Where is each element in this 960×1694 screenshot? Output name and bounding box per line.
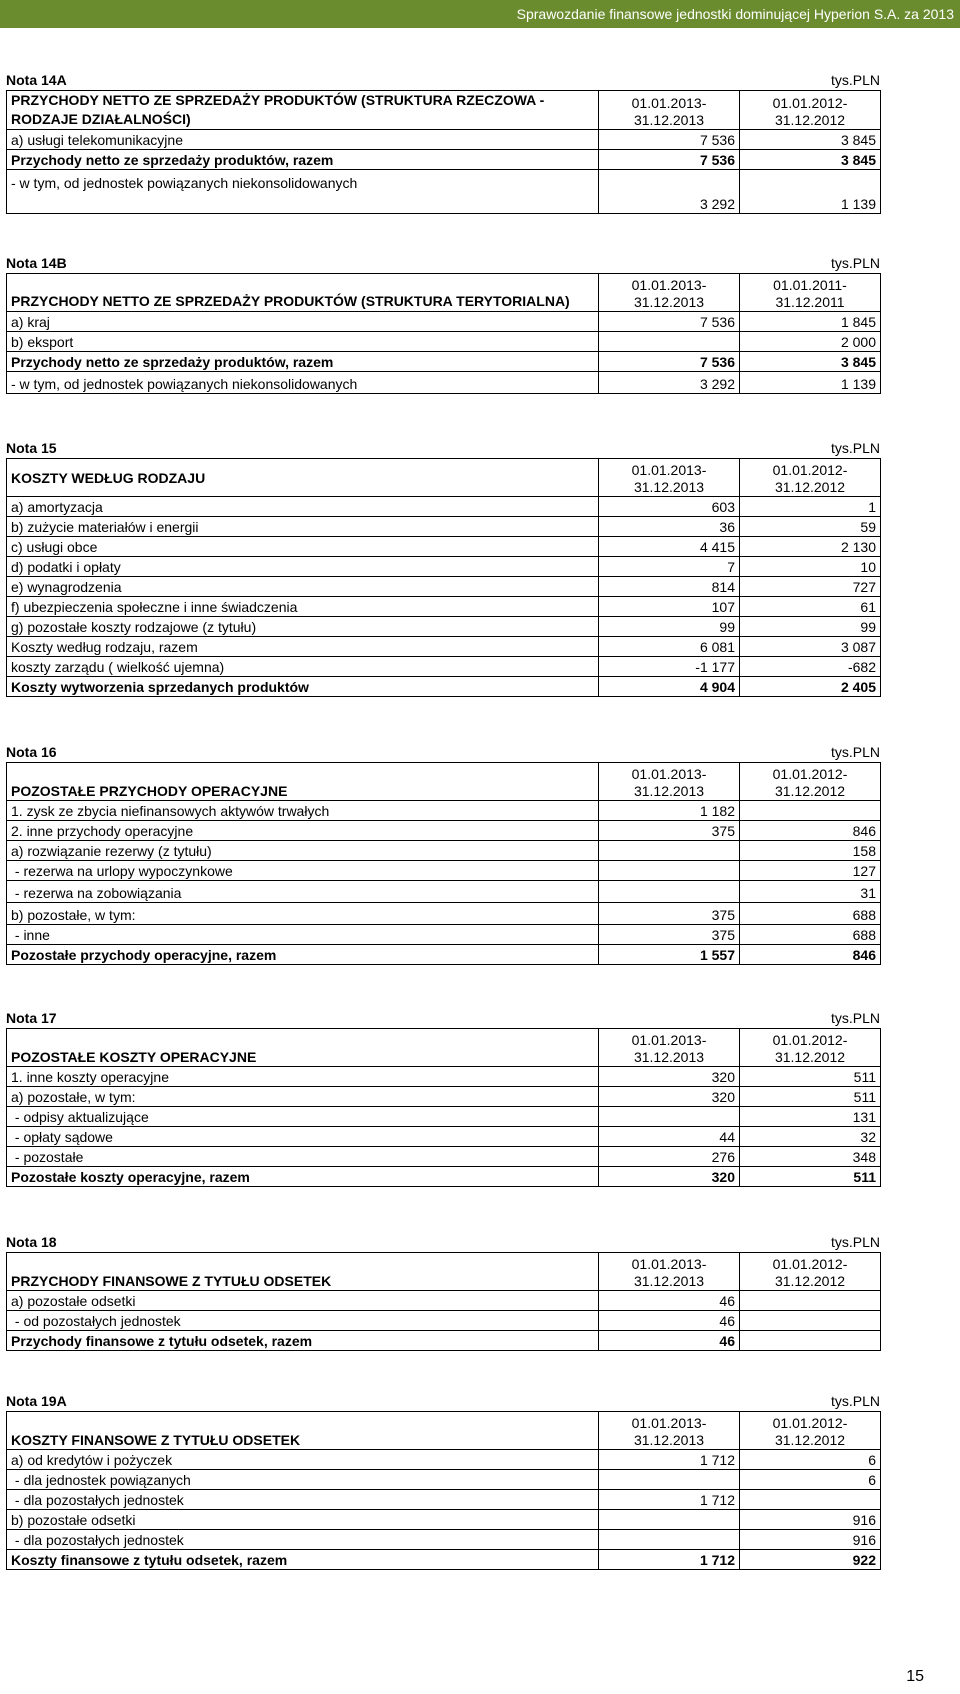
row-label: Przychody netto ze sprzedaży produktów, razem	[7, 352, 599, 372]
table-row	[7, 925, 881, 945]
value-current: 1 182	[599, 801, 740, 821]
table-row	[7, 557, 881, 577]
table-heading: KOSZTY FINANSOWE Z TYTUŁU ODSETEK	[7, 1412, 599, 1450]
note-title: Nota 16	[6, 744, 57, 760]
value-previous: 688	[740, 903, 881, 925]
row-label: a) od kredytów i pożyczek	[7, 1450, 599, 1470]
value-current: 814	[599, 577, 740, 597]
table-row	[7, 1470, 881, 1490]
period-previous: 01.01.2012- 31.12.2012	[740, 1253, 881, 1291]
value-current: 7 536	[599, 352, 740, 372]
note-title: Nota 14A	[6, 72, 67, 88]
note-table	[6, 458, 881, 697]
value-current: 3 292	[599, 372, 740, 394]
row-label: a) rozwiązanie rezerwy (z tytułu)	[7, 841, 599, 861]
value-current: 4 904	[599, 677, 740, 697]
row-label: - inne	[7, 925, 599, 945]
value-current: 46	[599, 1311, 740, 1331]
value-previous: 1	[740, 497, 881, 517]
table-header-row	[7, 459, 881, 497]
row-label: 2. inne przychody operacyjne	[7, 821, 599, 841]
period-previous: 01.01.2012- 31.12.2012	[740, 1029, 881, 1067]
row-label: g) pozostałe koszty rodzajowe (z tytułu)	[7, 617, 599, 637]
row-label: e) wynagrodzenia	[7, 577, 599, 597]
row-label: Przychody finansowe z tytułu odsetek, razem	[7, 1331, 599, 1351]
row-label: f) ubezpieczenia społeczne i inne świadczenia	[7, 597, 599, 617]
row-label: - pozostałe	[7, 1147, 599, 1167]
row-label: c) usługi obce	[7, 537, 599, 557]
value-previous: 916	[740, 1530, 881, 1550]
row-label: d) podatki i opłaty	[7, 557, 599, 577]
unit-label: tys.PLN	[830, 255, 880, 271]
value-previous: 846	[740, 945, 881, 965]
value-previous: 61	[740, 597, 881, 617]
note-title: Nota 15	[6, 440, 57, 456]
value-previous: 3 845	[740, 130, 881, 150]
note-17	[6, 1008, 880, 1187]
row-label: - dla jednostek powiązanych	[7, 1470, 599, 1490]
table-row	[7, 517, 881, 537]
period-current: 01.01.2013- 31.12.2013	[599, 1412, 740, 1450]
row-label: - opłaty sądowe	[7, 1127, 599, 1147]
value-previous: 846	[740, 821, 881, 841]
table-row	[7, 1127, 881, 1147]
value-current: 603	[599, 497, 740, 517]
value-previous: 348	[740, 1147, 881, 1167]
row-label: Koszty finansowe z tytułu odsetek, razem	[7, 1550, 599, 1570]
table-header-row	[7, 1253, 881, 1291]
row-label: b) zużycie materiałów i energii	[7, 517, 599, 537]
value-previous: 59	[740, 517, 881, 537]
table-row	[7, 150, 881, 170]
page-number: 15	[906, 1668, 924, 1685]
table-header-row	[7, 763, 881, 801]
table-row	[7, 1107, 881, 1127]
value-current	[599, 1107, 740, 1127]
row-label: b) eksport	[7, 332, 599, 352]
row-label: b) pozostałe odsetki	[7, 1510, 599, 1530]
value-previous: 511	[740, 1067, 881, 1087]
table-row	[7, 130, 881, 150]
table-row	[7, 1510, 881, 1530]
table-row	[7, 1331, 881, 1351]
value-current	[599, 881, 740, 903]
value-current	[599, 841, 740, 861]
unit-label: tys.PLN	[830, 1234, 880, 1250]
row-label: a) amortyzacja	[7, 497, 599, 517]
note-title: Nota 18	[6, 1234, 57, 1250]
table-row	[7, 903, 881, 925]
note-table	[6, 273, 881, 394]
note-table	[6, 762, 881, 965]
table-heading: POZOSTAŁE KOSZTY OPERACYJNE	[7, 1029, 599, 1067]
value-current: 375	[599, 821, 740, 841]
value-previous: 131	[740, 1107, 881, 1127]
value-previous: 158	[740, 841, 881, 861]
value-current: 7 536	[599, 130, 740, 150]
row-label: 1. zysk ze zbycia niefinansowych aktywów trwałych	[7, 801, 599, 821]
note-14b	[6, 253, 880, 394]
value-previous: 6	[740, 1470, 881, 1490]
unit-label: tys.PLN	[830, 744, 880, 760]
value-current: 7 536	[599, 312, 740, 332]
value-current: -1 177	[599, 657, 740, 677]
value-previous: 1 139	[740, 372, 881, 394]
period-current: 01.01.2013- 31.12.2013	[599, 459, 740, 497]
value-current: 375	[599, 925, 740, 945]
value-current: 46	[599, 1291, 740, 1311]
table-row	[7, 801, 881, 821]
table-row	[7, 497, 881, 517]
period-current: 01.01.2013- 31.12.2013	[599, 274, 740, 312]
table-row	[7, 861, 881, 881]
table-row	[7, 537, 881, 557]
row-label: a) pozostałe, w tym:	[7, 1087, 599, 1107]
value-previous: 99	[740, 617, 881, 637]
row-label: a) kraj	[7, 312, 599, 332]
row-label: Przychody netto ze sprzedaży produktów, razem	[7, 150, 599, 170]
table-row	[7, 1087, 881, 1107]
value-previous: 31	[740, 881, 881, 903]
value-previous: 727	[740, 577, 881, 597]
note-table	[6, 1028, 881, 1187]
period-current: 01.01.2013- 31.12.2013	[599, 1253, 740, 1291]
row-label: a) pozostałe odsetki	[7, 1291, 599, 1311]
unit-label: tys.PLN	[830, 1010, 880, 1026]
table-row	[7, 332, 881, 352]
value-previous: 3 087	[740, 637, 881, 657]
table-row	[7, 677, 881, 697]
note-title: Nota 19A	[6, 1393, 67, 1409]
period-current: 01.01.2013- 31.12.2013	[599, 91, 740, 130]
note-18	[6, 1232, 880, 1351]
value-previous: 1 845	[740, 312, 881, 332]
period-previous: 01.01.2012- 31.12.2012	[740, 763, 881, 801]
value-previous: 10	[740, 557, 881, 577]
value-previous: 1 139	[740, 170, 881, 214]
table-header-row	[7, 1412, 881, 1450]
note-14a	[6, 70, 880, 214]
table-row	[7, 1450, 881, 1470]
value-previous: 922	[740, 1550, 881, 1570]
table-row	[7, 577, 881, 597]
table-header-row	[7, 274, 881, 312]
table-row	[7, 372, 881, 394]
report-title: Sprawozdanie finansowe jednostki dominującej Hyperion S.A. za 2013	[516, 6, 954, 22]
value-current: 320	[599, 1087, 740, 1107]
row-label: Pozostałe przychody operacyjne, razem	[7, 945, 599, 965]
note-15	[6, 438, 880, 697]
unit-label: tys.PLN	[830, 1393, 880, 1409]
period-previous: 01.01.2011- 31.12.2011	[740, 274, 881, 312]
period-previous: 01.01.2012- 31.12.2012	[740, 1412, 881, 1450]
row-label: - w tym, od jednostek powiązanych niekonsolidowanych	[7, 170, 599, 214]
table-row	[7, 352, 881, 372]
value-previous: 916	[740, 1510, 881, 1530]
row-label: - od pozostałych jednostek	[7, 1311, 599, 1331]
value-current	[599, 1510, 740, 1530]
value-current: 46	[599, 1331, 740, 1351]
row-label: Koszty wytworzenia sprzedanych produktów	[7, 677, 599, 697]
table-row	[7, 841, 881, 861]
period-previous: 01.01.2012- 31.12.2012	[740, 459, 881, 497]
value-previous: 32	[740, 1127, 881, 1147]
note-title: Nota 14B	[6, 255, 67, 271]
value-previous	[740, 801, 881, 821]
value-current: 36	[599, 517, 740, 537]
table-row	[7, 1067, 881, 1087]
value-current	[599, 1530, 740, 1550]
row-label: koszty zarządu ( wielkość ujemna)	[7, 657, 599, 677]
note-table	[6, 1252, 881, 1351]
period-current: 01.01.2013- 31.12.2013	[599, 763, 740, 801]
table-header-row	[7, 91, 881, 130]
value-previous	[740, 1331, 881, 1351]
row-label: - rezerwa na urlopy wypoczynkowe	[7, 861, 599, 881]
value-previous: 3 845	[740, 352, 881, 372]
value-current	[599, 1470, 740, 1490]
row-label: Koszty według rodzaju, razem	[7, 637, 599, 657]
value-current: 107	[599, 597, 740, 617]
note-title: Nota 17	[6, 1010, 57, 1026]
value-previous: 2 405	[740, 677, 881, 697]
value-previous: 511	[740, 1167, 881, 1187]
table-heading: KOSZTY WEDŁUG RODZAJU	[7, 459, 599, 497]
row-label: - dla pozostałych jednostek	[7, 1490, 599, 1510]
table-row	[7, 637, 881, 657]
value-current: 1 712	[599, 1450, 740, 1470]
value-current: 7 536	[599, 150, 740, 170]
value-previous	[740, 1490, 881, 1510]
row-label: - w tym, od jednostek powiązanych niekonsolidowanych	[7, 372, 599, 394]
value-current: 6 081	[599, 637, 740, 657]
table-heading: PRZYCHODY NETTO ZE SPRZEDAŻY PRODUKTÓW (STRUKTURA TERYTORIALNA)	[7, 274, 599, 312]
table-row	[7, 1147, 881, 1167]
value-previous: 2 130	[740, 537, 881, 557]
table-heading: POZOSTAŁE PRZYCHODY OPERACYJNE	[7, 763, 599, 801]
value-current	[599, 861, 740, 881]
period-current: 01.01.2013- 31.12.2013	[599, 1029, 740, 1067]
value-current: 375	[599, 903, 740, 925]
note-table	[6, 1411, 881, 1570]
table-row	[7, 1530, 881, 1550]
value-previous	[740, 1311, 881, 1331]
table-row	[7, 1311, 881, 1331]
row-label: Pozostałe koszty operacyjne, razem	[7, 1167, 599, 1187]
value-current: 1 712	[599, 1550, 740, 1570]
value-previous: -682	[740, 657, 881, 677]
row-label: a) usługi telekomunikacyjne	[7, 130, 599, 150]
value-previous: 2 000	[740, 332, 881, 352]
row-label: - odpisy aktualizujące	[7, 1107, 599, 1127]
value-current: 4 415	[599, 537, 740, 557]
value-current: 276	[599, 1147, 740, 1167]
table-row	[7, 1550, 881, 1570]
row-label: - rezerwa na zobowiązania	[7, 881, 599, 903]
table-row	[7, 821, 881, 841]
table-row	[7, 312, 881, 332]
report-header	[0, 0, 960, 28]
value-previous	[740, 1291, 881, 1311]
value-previous: 6	[740, 1450, 881, 1470]
note-table	[6, 90, 881, 214]
row-label: 1. inne koszty operacyjne	[7, 1067, 599, 1087]
value-current: 1 712	[599, 1490, 740, 1510]
table-row	[7, 1291, 881, 1311]
table-row	[7, 170, 881, 214]
value-current: 320	[599, 1167, 740, 1187]
unit-label: tys.PLN	[830, 72, 880, 88]
table-header-row	[7, 1029, 881, 1067]
value-current: 44	[599, 1127, 740, 1147]
period-previous: 01.01.2012- 31.12.2012	[740, 91, 881, 130]
value-previous: 511	[740, 1087, 881, 1107]
value-previous: 127	[740, 861, 881, 881]
value-current: 7	[599, 557, 740, 577]
table-heading: PRZYCHODY NETTO ZE SPRZEDAŻY PRODUKTÓW (STRUKTURA RZECZOWA - RODZAJE DZIAŁALNOŚCI)	[7, 91, 599, 130]
value-previous: 688	[740, 925, 881, 945]
table-row	[7, 597, 881, 617]
table-row	[7, 657, 881, 677]
value-current: 320	[599, 1067, 740, 1087]
note-19a	[6, 1391, 880, 1570]
table-heading: PRZYCHODY FINANSOWE Z TYTUŁU ODSETEK	[7, 1253, 599, 1291]
table-row	[7, 1490, 881, 1510]
value-current	[599, 332, 740, 352]
table-row	[7, 881, 881, 903]
table-row	[7, 945, 881, 965]
table-row	[7, 1167, 881, 1187]
unit-label: tys.PLN	[830, 440, 880, 456]
value-current: 1 557	[599, 945, 740, 965]
note-16	[6, 742, 880, 965]
row-label: b) pozostałe, w tym:	[7, 903, 599, 925]
value-current: 99	[599, 617, 740, 637]
value-current: 3 292	[599, 170, 740, 214]
value-previous: 3 845	[740, 150, 881, 170]
table-row	[7, 617, 881, 637]
row-label: - dla pozostałych jednostek	[7, 1530, 599, 1550]
